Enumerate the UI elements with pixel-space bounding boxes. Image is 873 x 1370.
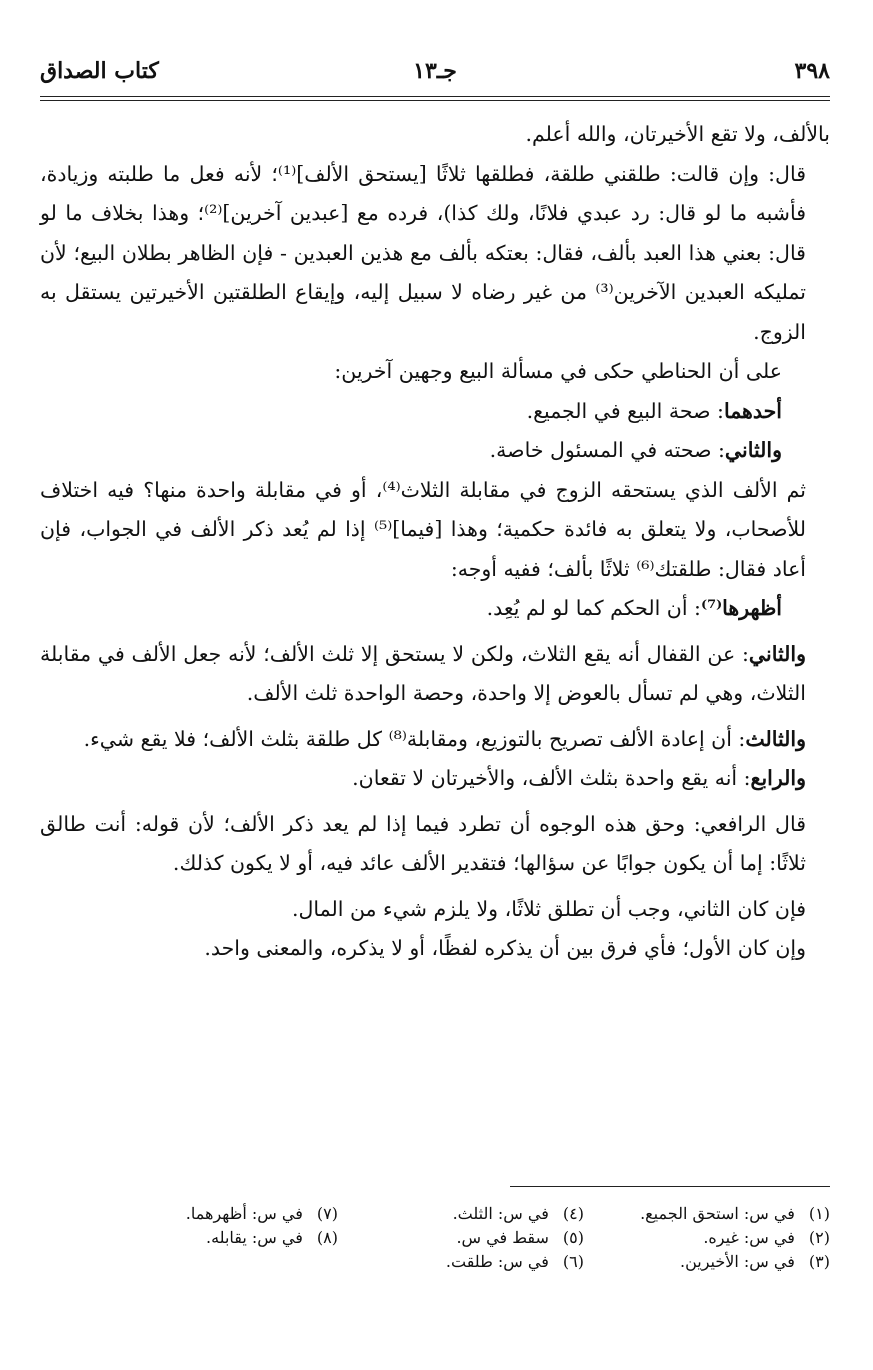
paragraph-label: والثاني	[724, 438, 782, 462]
footnote: (٣) في س: الأخيرين.	[679, 1252, 830, 1271]
volume-number: جـ١٣	[413, 58, 457, 84]
paragraph-label: والثالث	[745, 726, 806, 751]
footnote: (٤) في س: الثلث.	[452, 1204, 584, 1223]
paragraph: وإن كان الأول؛ فأي فرق بين أن يذكره لفظًا، أو لا يذكره، والمعنى واحد.	[204, 936, 806, 960]
paragraph: والثاني: صحته في المسئول خاصة.	[489, 438, 782, 462]
paragraph-label: أحدهما	[723, 398, 782, 423]
footnote: (١) في س: استحق الجميع.	[640, 1204, 830, 1223]
page-number: ٣٩٨	[794, 58, 830, 84]
header-rule	[40, 96, 830, 101]
paragraph: والرابع: أنه يقع واحدة بثلث الألف، والأخيرتان لا تقعان.	[352, 766, 806, 790]
footnote: (٥) سقط في س.	[456, 1228, 584, 1247]
paragraph: على أن الحناطي حكى في مسألة البيع وجهين آخرين:	[334, 359, 782, 383]
book-title: كتاب الصداق	[40, 58, 159, 84]
paragraph: قال: وإن قالت: طلقني طلقة، فطلقها ثلاثًا [يستحق الألف]⁽¹⁾؛ لأنه فعل ما طلبته وزيادة، فأشبه ما لو قال: رد عبدي فلانًا، ولك كذا)، فرده مع [عبدين آخرين]⁽²⁾؛ وهذا بخلاف ما لو قال: بعني هذا العبد بألف، فقال: بعتكه بألف مع هذين العبدين - فإن الظاهر بطلان البيع؛ لأن تمليكه العبدين الآخرين⁽³⁾ من غير رضاه لا سبيل إليه، وإيقاع الطلقتين الأخيرتين يستقل به الزوج.	[40, 161, 806, 344]
paragraph: والثالث: أن إعادة الألف تصريح بالتوزيع، ومقابلة⁽⁸⁾ كل طلقة بثلث الألف؛ فلا يقع شيء.	[83, 726, 806, 751]
paragraph-label: والرابع	[750, 766, 806, 790]
footnote-column	[338, 1202, 584, 1274]
paragraph: أحدهما: صحة البيع في الجميع.	[526, 398, 782, 423]
footnote-column	[584, 1202, 830, 1274]
paragraph: بالألف، ولا تقع الأخيرتان، والله أعلم.	[525, 122, 830, 146]
footnote: (٢) في س: غيره.	[703, 1228, 830, 1247]
paragraph: قال الرافعي: وحق هذه الوجوه أن تطرد فيما إذا لم يعد ذكر الألف؛ لأن قوله: أنت طالق ثلاثًا: إما أن يكون جوابًا عن سؤالها؛ فتقدير الألف عائد فيه، أو لا يكون كذلك.	[40, 811, 806, 875]
paragraph-label: أظهرها⁽⁷⁾	[700, 596, 782, 620]
paragraph-label: والثاني	[748, 641, 806, 666]
paragraph: أظهرها⁽⁷⁾: أن الحكم كما لو لم يُعِد.	[486, 596, 782, 620]
page-header	[40, 52, 830, 96]
footnote: (٨) في س: يقابله.	[205, 1228, 338, 1247]
book-page	[40, 52, 830, 1342]
paragraph: والثاني: عن القفال أنه يقع الثلاث، ولكن لا يستحق إلا ثلث الألف؛ لأنه جعل الألف في مقابلة الثلاث، وهي لم تسأل بالعوض إلا واحدة، وحصة الواحدة ثلث الألف.	[40, 641, 806, 705]
footnote-column	[92, 1202, 338, 1274]
footnotes	[90, 1202, 830, 1274]
paragraph: ثم الألف الذي يستحقه الزوج في مقابلة الثلاث⁽⁴⁾، أو في مقابلة واحدة منها؟ فيه اختلاف للأصحاب، ولا يتعلق به فائدة حكمية؛ وهذا [فيما]⁽⁵⁾ إذا لم يُعد ذكر الألف في الجواب، فإن أعاد فقال: طلقتك⁽⁶⁾ ثلاثًا بألف؛ ففيه أوجه:	[40, 477, 806, 581]
main-text	[40, 115, 830, 969]
paragraph: فإن كان الثاني، وجب أن تطلق ثلاثًا، ولا يلزم شيء من المال.	[291, 896, 806, 921]
footnote-separator	[510, 1186, 830, 1187]
footnote: (٧) في س: أظهرهما.	[185, 1204, 338, 1223]
footnote: (٦) في س: طلقت.	[445, 1252, 584, 1271]
